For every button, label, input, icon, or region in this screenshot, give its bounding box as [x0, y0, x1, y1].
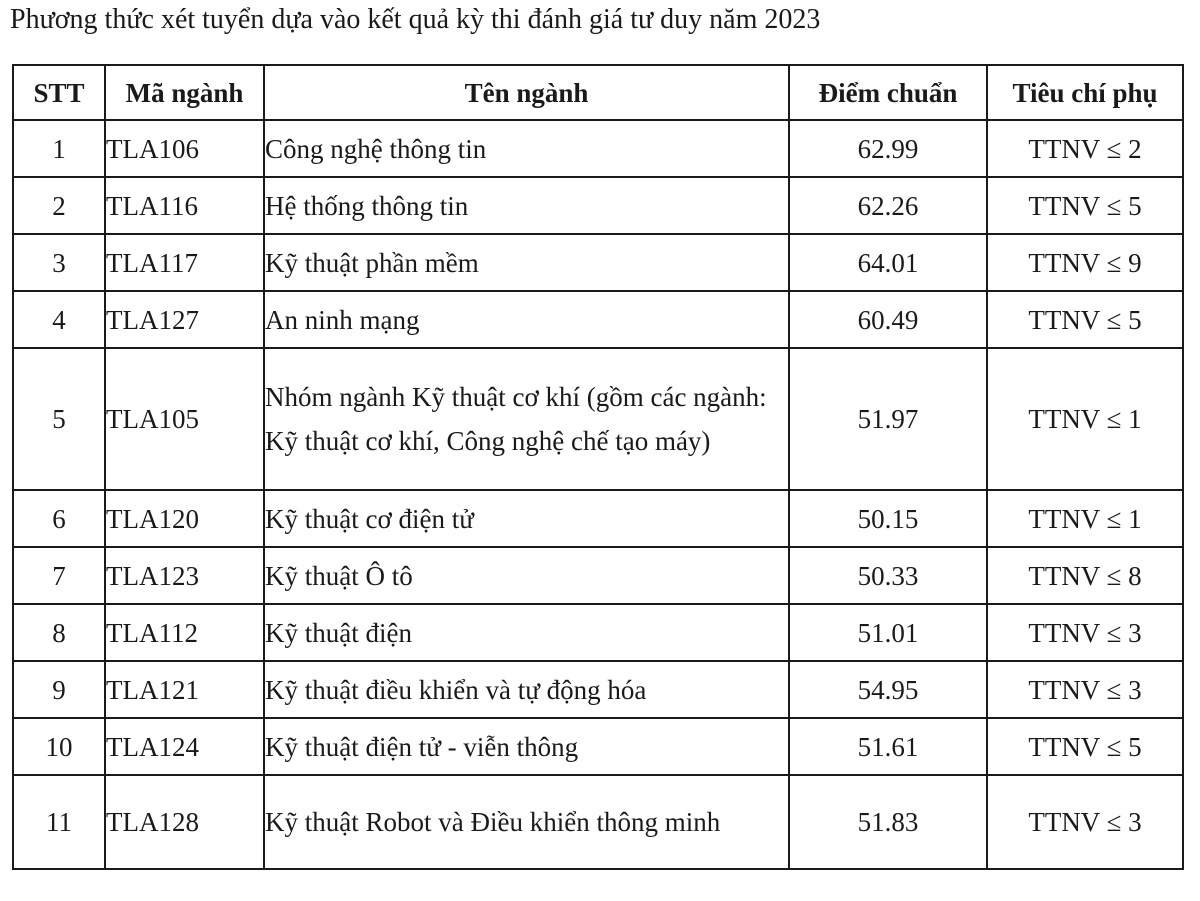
- cell-stt: 8: [13, 604, 105, 661]
- cell-code: TLA128: [105, 775, 264, 869]
- table-row: [13, 177, 1183, 234]
- cell-criteria: TTNV ≤ 3: [987, 775, 1183, 869]
- cell-code: TLA121: [105, 661, 264, 718]
- cell-code: TLA105: [105, 348, 264, 490]
- cell-name: Kỹ thuật Ô tô: [264, 547, 789, 604]
- cell-stt: 4: [13, 291, 105, 348]
- cell-criteria: TTNV ≤ 3: [987, 604, 1183, 661]
- cell-name: An ninh mạng: [264, 291, 789, 348]
- header-stt: STT: [13, 65, 105, 120]
- cell-criteria: TTNV ≤ 9: [987, 234, 1183, 291]
- cell-name: Kỹ thuật điều khiển và tự động hóa: [264, 661, 789, 718]
- cell-criteria: TTNV ≤ 8: [987, 547, 1183, 604]
- table-row: [13, 661, 1183, 718]
- cell-stt: 11: [13, 775, 105, 869]
- cell-score: 54.95: [789, 661, 987, 718]
- cell-code: TLA123: [105, 547, 264, 604]
- table-row: [13, 775, 1183, 869]
- table-row: [13, 490, 1183, 547]
- cell-criteria: TTNV ≤ 1: [987, 348, 1183, 490]
- page-title: Phương thức xét tuyển dựa vào kết quả kỳ thi đánh giá tư duy năm 2023: [10, 4, 821, 35]
- cell-code: TLA127: [105, 291, 264, 348]
- cell-name: Kỹ thuật phần mềm: [264, 234, 789, 291]
- table-row: [13, 604, 1183, 661]
- cell-score: 50.15: [789, 490, 987, 547]
- cell-name: Kỹ thuật cơ điện tử: [264, 490, 789, 547]
- table-row: [13, 291, 1183, 348]
- cell-score: 64.01: [789, 234, 987, 291]
- cell-criteria: TTNV ≤ 2: [987, 120, 1183, 177]
- cell-stt: 2: [13, 177, 105, 234]
- table-row: [13, 234, 1183, 291]
- cell-stt: 5: [13, 348, 105, 490]
- cell-name: Kỹ thuật điện: [264, 604, 789, 661]
- cell-criteria: TTNV ≤ 3: [987, 661, 1183, 718]
- cell-score: 51.83: [789, 775, 987, 869]
- cell-name: Kỹ thuật điện tử - viễn thông: [264, 718, 789, 775]
- cell-name: Kỹ thuật Robot và Điều khiển thông minh: [264, 775, 789, 869]
- admission-scores-table: [12, 64, 1184, 870]
- cell-name: Nhóm ngành Kỹ thuật cơ khí (gồm các ngành: Kỹ thuật cơ khí, Công nghệ chế tạo máy): [264, 348, 789, 490]
- table-header-row: [13, 65, 1183, 120]
- cell-code: TLA106: [105, 120, 264, 177]
- table-row: [13, 718, 1183, 775]
- cell-score: 51.97: [789, 348, 987, 490]
- cell-criteria: TTNV ≤ 5: [987, 291, 1183, 348]
- cell-criteria: TTNV ≤ 1: [987, 490, 1183, 547]
- cell-code: TLA117: [105, 234, 264, 291]
- table-row: [13, 547, 1183, 604]
- cell-stt: 1: [13, 120, 105, 177]
- cell-score: 62.26: [789, 177, 987, 234]
- cell-name: Hệ thống thông tin: [264, 177, 789, 234]
- cell-criteria: TTNV ≤ 5: [987, 177, 1183, 234]
- cell-stt: 10: [13, 718, 105, 775]
- cell-code: TLA112: [105, 604, 264, 661]
- cell-name: Công nghệ thông tin: [264, 120, 789, 177]
- header-name: Tên ngành: [264, 65, 789, 120]
- header-code: Mã ngành: [105, 65, 264, 120]
- cell-stt: 7: [13, 547, 105, 604]
- cell-stt: 3: [13, 234, 105, 291]
- cell-score: 62.99: [789, 120, 987, 177]
- cell-code: TLA124: [105, 718, 264, 775]
- header-score: Điểm chuẩn: [789, 65, 987, 120]
- cell-code: TLA120: [105, 490, 264, 547]
- cell-code: TLA116: [105, 177, 264, 234]
- header-criteria: Tiêu chí phụ: [987, 65, 1183, 120]
- cell-score: 51.61: [789, 718, 987, 775]
- cell-score: 50.33: [789, 547, 987, 604]
- cell-score: 60.49: [789, 291, 987, 348]
- cell-stt: 9: [13, 661, 105, 718]
- cell-score: 51.01: [789, 604, 987, 661]
- cell-stt: 6: [13, 490, 105, 547]
- cell-criteria: TTNV ≤ 5: [987, 718, 1183, 775]
- table-row: [13, 120, 1183, 177]
- table-row: [13, 348, 1183, 490]
